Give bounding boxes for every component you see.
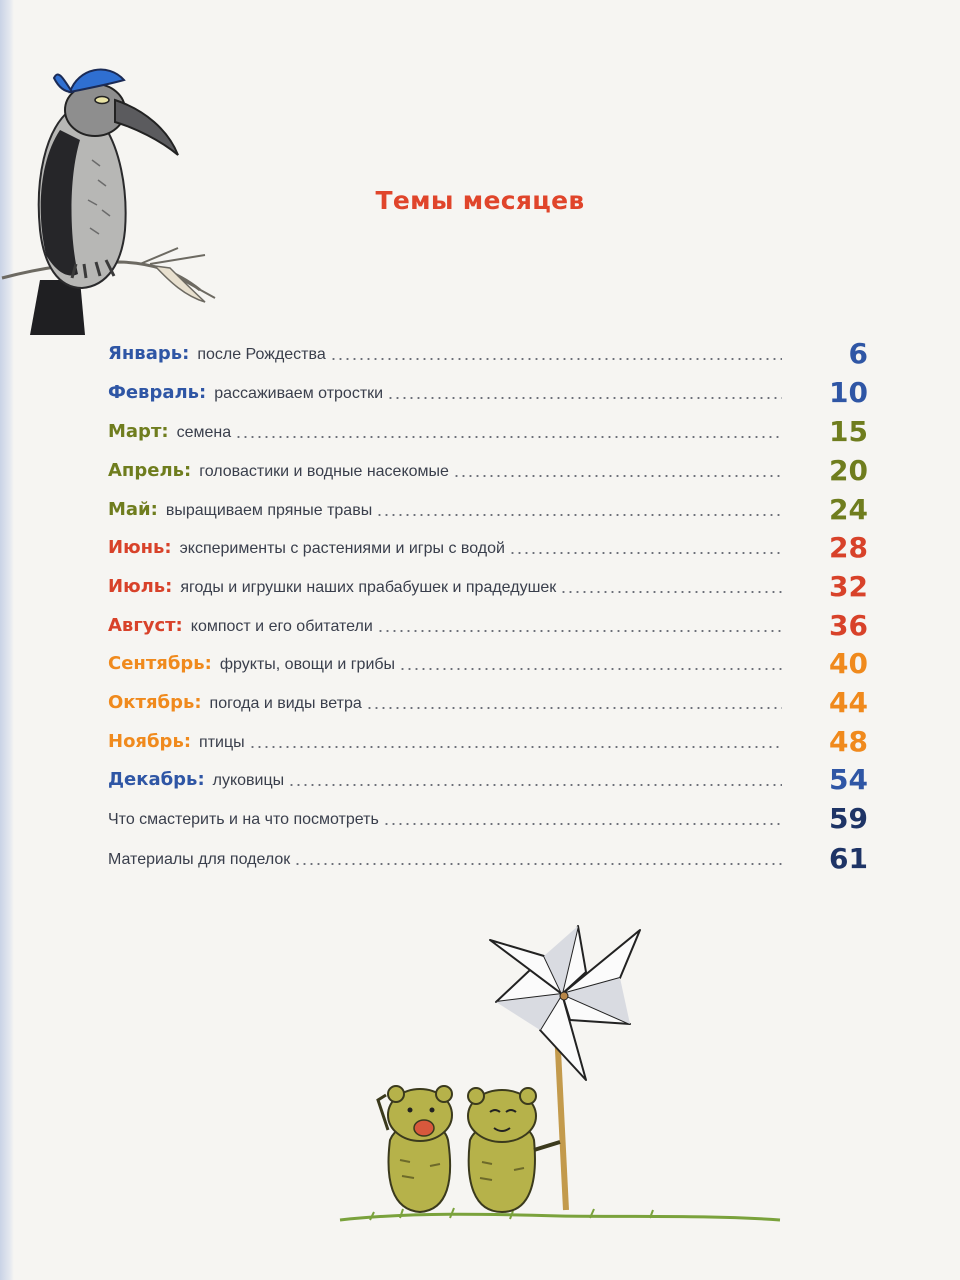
toc-label [108,615,373,642]
toc-month: Февраль: [108,382,207,403]
toc-label [108,576,556,603]
toc-page-number: 40 [829,647,868,680]
toc-topic: луковицы [212,772,285,789]
toc-label [108,692,362,719]
toc-label [108,653,395,680]
toc-entry [108,692,868,719]
toc-leader-dots [249,746,782,748]
toc-row[interactable] [108,718,868,758]
toc-topic: фрукты, овощи и грибы [219,656,396,673]
toc-entry [108,769,868,796]
toc-entry [108,460,868,487]
toc-topic: эксперименты с растениями и игры с водой [179,540,505,557]
toc-label [108,731,245,758]
toc-topic: Материалы для поделок [108,851,291,868]
toc-entry [108,382,868,409]
toc-entry [108,731,868,758]
toc-entry [108,653,868,680]
toc-row[interactable] [108,486,868,526]
toc-leader-dots [377,630,782,632]
toc-entry [108,537,868,564]
toc-page-number: 24 [829,493,868,526]
toc-row[interactable] [108,447,868,487]
toc-label [108,851,290,875]
toc-month: Май: [108,499,158,520]
toc-leader-dots [366,707,782,709]
toc-page-number: 20 [829,454,868,487]
toc-topic: семена [176,424,232,441]
toc-page-number: 61 [829,842,868,875]
toc-label [108,460,449,487]
toc-month: Январь: [108,343,190,364]
toc-entry [108,615,868,642]
toc-page-number: 48 [829,725,868,758]
toc-page-number: 54 [829,763,868,796]
toc-entry [108,421,868,448]
toc-month: Ноябрь: [108,731,192,752]
toc-label [108,537,505,564]
toc-label [108,382,383,409]
toc-page-number: 6 [848,337,868,370]
toc-label [108,811,379,835]
toc-topic: погода и виды ветра [209,695,362,712]
toc-topic: после Рождества [197,346,326,363]
toc-leader-dots [288,784,782,786]
toc-row[interactable] [108,795,868,835]
page-title: Темы месяцев [375,186,585,215]
toc-leader-dots [235,436,782,438]
toc-row[interactable] [108,835,868,875]
toc-month: Апрель: [108,460,192,481]
toc-leader-dots [560,591,782,593]
toc-row[interactable] [108,369,868,409]
toc-topic: компост и его обитатели [190,618,373,635]
toc-month: Март: [108,421,169,442]
toc-page-number: 59 [829,802,868,835]
toc-row[interactable] [108,602,868,642]
toc-page-number: 28 [829,531,868,564]
toc-leader-dots [294,863,782,865]
toc-month: Декабрь: [108,769,205,790]
toc-entry [108,343,868,370]
toc-leader-dots [383,823,782,825]
toc-page-number: 32 [829,570,868,603]
toc-topic: рассаживаем отростки [214,385,384,402]
toc-row[interactable] [108,524,868,564]
toc-page-number: 36 [829,609,868,642]
toc-leader-dots [376,514,782,516]
toc-page-number: 10 [829,376,868,409]
toc-month: Июль: [108,576,173,597]
toc-label [108,499,372,526]
toc-topic: выращиваем пряные травы [165,502,373,519]
toc-row[interactable] [108,679,868,719]
toc-topic: Что смастерить и на что посмотреть [108,811,379,828]
toc-month: Сентябрь: [108,653,212,674]
toc-leader-dots [399,668,782,670]
toc-label [108,343,326,370]
toc-row[interactable] [108,756,868,796]
toc-page-number: 44 [829,686,868,719]
toc-label [108,769,284,796]
toc-leader-dots [330,358,782,360]
toc-topic: птицы [199,734,245,751]
toc-leader-dots [387,397,782,399]
toc-label [108,421,231,448]
toc-topic: ягоды и игрушки наших прабабушек и прадедушек [180,579,557,596]
toc-month: Октябрь: [108,692,202,713]
toc-row[interactable] [108,408,868,448]
toc-topic: головастики и водные насекомые [199,463,449,480]
toc-leader-dots [509,552,782,554]
pinwheel-hamsters-illustration [330,920,790,1240]
toc-row[interactable] [108,640,868,680]
toc-row[interactable] [108,330,868,370]
toc-page-number: 15 [829,415,868,448]
toc-month: Август: [108,615,183,636]
toc-leader-dots [453,475,782,477]
toc-month: Июнь: [108,537,172,558]
toc-entry [108,499,868,526]
toc-entry [108,811,868,835]
toc-entry [108,576,868,603]
toc-row[interactable] [108,563,868,603]
toc-entry [108,851,868,875]
